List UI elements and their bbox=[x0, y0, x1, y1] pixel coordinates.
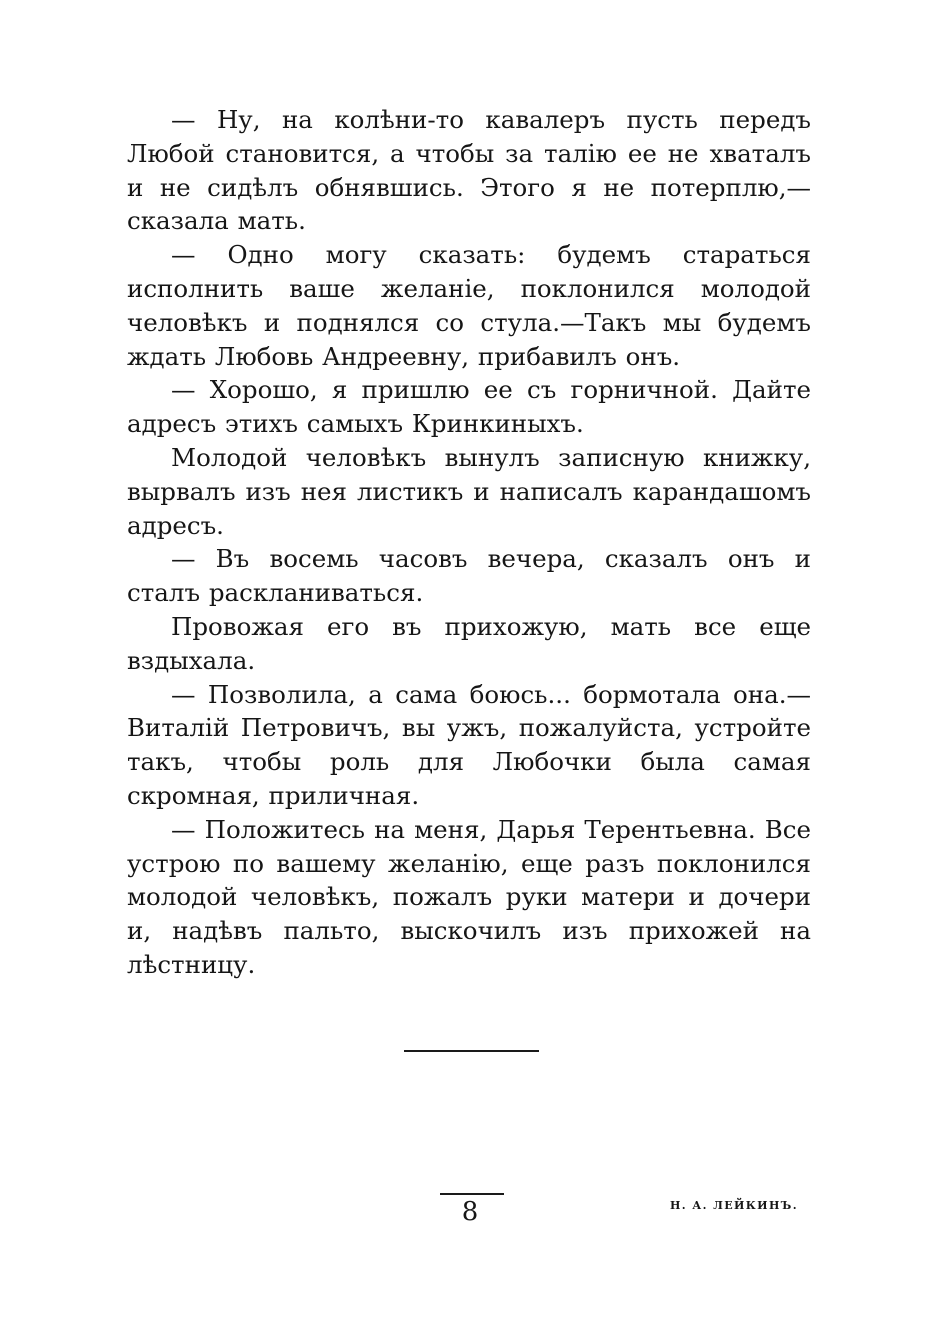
paragraph: Молодой человѣкъ вынулъ записную книжку, вырвалъ изъ нея листикъ и написалъ карандашомъ адресъ. bbox=[127, 442, 811, 540]
paragraph: — Ну, на колѣни-то кавалеръ пусть передъ Любой становится, а чтобы за талію ее не хваталъ и не сидѣлъ обнявшись. Этого я не потерплю,—сказала мать. bbox=[127, 105, 811, 236]
page-body bbox=[127, 103, 811, 982]
paragraph: — Положитесь на меня, Дарья Терентьевна. Все устрою по вашему желанію, еще разъ поклонился молодой человѣкъ, пожалъ руки матери и дочери и, надѣвъ пальто, выскочилъ изъ прихожей на лѣстницу. bbox=[127, 814, 811, 979]
page-number: 8 bbox=[461, 1197, 479, 1227]
paragraph: — Хорошо, я пришлю ее съ горничной. Дайте адресъ этихъ самыхъ Кринкиныхъ. bbox=[127, 375, 811, 439]
paragraph: Провожая его въ прихожую, мать все еще вздыхала. bbox=[127, 611, 811, 675]
section-end-rule bbox=[404, 1050, 539, 1052]
paragraph: — Одно могу сказать: будемъ стараться исполнить ваше желаніе, поклонился молодой человѣкъ и поднялся со стула.—Такъ мы будемъ ждать Любовь Андреевну, прибавилъ онъ. bbox=[127, 240, 811, 371]
page-number-rule bbox=[440, 1193, 504, 1195]
footer-author-signature: Н. А. ЛЕЙКИНЪ. bbox=[670, 1199, 798, 1212]
paragraph: — Въ восемь часовъ вечера, сказалъ онъ и сталъ раскланиваться. bbox=[127, 544, 811, 608]
paragraph: — Позволила, а сама боюсь... бормотала она.— Виталій Петровичъ, вы ужъ, пожалуйста, устройте такъ, чтобы роль для Любочки была самая скромная, приличная. bbox=[127, 679, 811, 810]
